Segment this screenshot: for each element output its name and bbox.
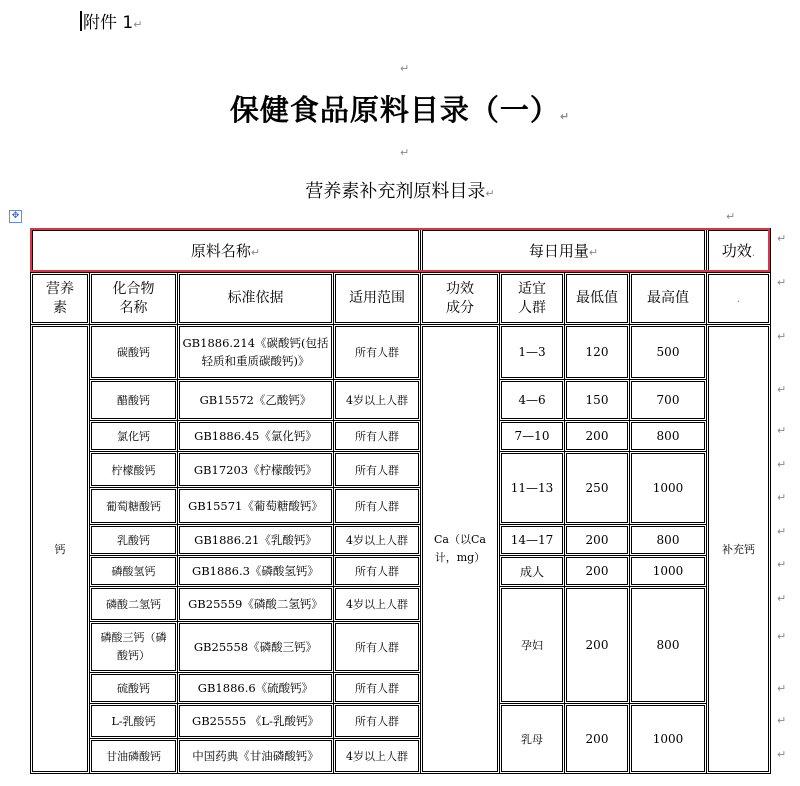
compound-cell xyxy=(90,587,178,622)
standard-text: GB25555 《L-乳酸钙》 xyxy=(192,714,319,728)
functional-component-text: Ca（以Ca计，mg） xyxy=(434,533,486,564)
row-end-mark: ↵ xyxy=(777,383,787,396)
population-cell xyxy=(500,380,565,421)
min-text: 200 xyxy=(585,638,609,652)
raw-material-table xyxy=(30,228,771,774)
population-cell xyxy=(500,587,565,704)
scope-text: 4岁以上人群 xyxy=(346,598,408,611)
standard-cell xyxy=(178,380,334,421)
row-end-mark: ↵ xyxy=(777,491,787,504)
standard-cell xyxy=(178,556,334,587)
header-daily-dose-text: 每日用量 xyxy=(528,242,589,260)
scope-cell xyxy=(334,380,421,421)
population-text: 1—3 xyxy=(518,345,546,359)
min-cell xyxy=(565,525,630,556)
header-daily-dose xyxy=(421,229,707,273)
scope-text: 所有人群 xyxy=(355,641,399,654)
scope-text: 所有人群 xyxy=(355,715,399,728)
population-cell xyxy=(500,525,565,556)
max-text: 500 xyxy=(656,345,680,359)
min-text: 200 xyxy=(585,533,609,547)
cell-mark: ↵ xyxy=(250,246,261,259)
compound-name: 葡萄糖酸钙 xyxy=(106,500,161,513)
compound-name: 柠檬酸钙 xyxy=(111,463,156,477)
standard-cell xyxy=(178,525,334,556)
col-nutrient xyxy=(31,273,90,325)
max-cell xyxy=(630,452,707,525)
population-cell xyxy=(500,704,565,774)
col-population-text: 适宜人群 xyxy=(518,280,546,316)
scope-text: 4岁以上人群 xyxy=(346,394,408,407)
population-text: 乳母 xyxy=(521,732,543,746)
standard-cell xyxy=(178,488,334,525)
standard-cell xyxy=(178,704,334,739)
compound-cell xyxy=(90,556,178,587)
col-min-text: 最低值 xyxy=(576,290,618,306)
min-cell xyxy=(565,704,630,774)
header-efficacy xyxy=(707,229,771,273)
compound-cell xyxy=(90,488,178,525)
document-title xyxy=(0,88,800,129)
scope-text: 所有人群 xyxy=(355,463,399,477)
population-cell xyxy=(500,325,565,380)
scope-text: 4岁以上人群 xyxy=(346,750,408,763)
row-end-mark: ↵ xyxy=(777,682,787,695)
compound-cell xyxy=(90,525,178,556)
efficacy-text: 补充钙 xyxy=(722,543,755,556)
standard-cell xyxy=(178,452,334,488)
standard-text: GB17203《柠檬酸钙》 xyxy=(193,462,318,477)
compound-name: 乳酸钙 xyxy=(117,534,150,547)
min-cell xyxy=(565,587,630,704)
compound-name: 碳酸钙 xyxy=(117,346,150,359)
min-cell xyxy=(565,380,630,421)
max-text: 800 xyxy=(656,638,680,652)
max-text: 800 xyxy=(656,533,680,547)
scope-cell xyxy=(334,421,421,452)
compound-cell xyxy=(90,380,178,421)
compound-name: 磷酸二氢钙 xyxy=(106,598,161,611)
scope-text: 所有人群 xyxy=(355,682,399,695)
col-max xyxy=(630,273,707,325)
compound-cell xyxy=(90,622,178,673)
population-text: 11—13 xyxy=(510,481,554,495)
population-text: 14—17 xyxy=(510,533,554,547)
compound-cell xyxy=(90,739,178,774)
row-end-mark: ↵ xyxy=(777,330,787,343)
col-population xyxy=(500,273,565,325)
population-text: 7—10 xyxy=(514,429,550,443)
standard-text: GB1886.3《磷酸氢钙》 xyxy=(192,564,319,578)
scope-text: 所有人群 xyxy=(355,430,399,443)
compound-cell xyxy=(90,704,178,739)
row-end-mark: ↵ xyxy=(777,458,787,471)
row-end-mark: ↵ xyxy=(777,276,787,289)
standard-text: GB25559《磷酸二氢钙》 xyxy=(188,597,323,611)
standard-text: GB1886.45《氯化钙》 xyxy=(194,429,317,443)
header-efficacy-text: 功效 xyxy=(721,242,752,260)
compound-name: 硫酸钙 xyxy=(117,682,150,695)
standard-cell xyxy=(178,673,334,704)
col-functional-component-text: 功效成分 xyxy=(446,280,474,316)
min-cell xyxy=(565,421,630,452)
header-raw-material-text: 原料名称 xyxy=(190,242,251,260)
col-scope-text: 适用范围 xyxy=(349,290,405,306)
attachment-label xyxy=(80,8,142,33)
functional-component-cell xyxy=(421,325,500,774)
min-text: 120 xyxy=(585,345,609,359)
row-end-mark: ↵ xyxy=(777,232,787,245)
col-min xyxy=(565,273,630,325)
col-compound xyxy=(90,273,178,325)
max-cell xyxy=(630,380,707,421)
max-cell xyxy=(630,587,707,704)
compound-name: 甘油磷酸钙 xyxy=(106,750,161,763)
min-text: 150 xyxy=(585,393,609,407)
population-text: 成人 xyxy=(519,564,544,579)
compound-cell xyxy=(90,452,178,488)
paragraph-mark: ↵ xyxy=(400,62,410,75)
document-subtitle-text: 营养素补充剂原料目录 xyxy=(305,181,486,202)
scope-text: 所有人群 xyxy=(355,565,399,578)
scope-cell xyxy=(334,587,421,622)
paragraph-mark: ↵ xyxy=(559,110,571,123)
population-cell xyxy=(500,452,565,525)
standard-text: GB1886.6《硫酸钙》 xyxy=(197,681,314,695)
col-max-text: 最高值 xyxy=(647,290,689,306)
min-text: 200 xyxy=(585,731,609,746)
scope-cell xyxy=(334,704,421,739)
max-text: 700 xyxy=(656,393,680,407)
header-raw-material xyxy=(31,229,421,273)
compound-name: 磷酸氢钙 xyxy=(111,565,156,578)
standard-cell xyxy=(178,622,334,673)
scope-cell xyxy=(334,488,421,525)
population-text: 孕妇 xyxy=(521,639,543,652)
cell-end-mark: . xyxy=(736,292,741,305)
standard-text: GB25558《磷酸三钙》 xyxy=(193,640,318,654)
scope-text: 4岁以上人群 xyxy=(346,534,408,547)
max-text: 1000 xyxy=(652,564,684,578)
min-text: 200 xyxy=(585,429,609,443)
min-cell xyxy=(565,452,630,525)
scope-cell xyxy=(334,622,421,673)
col-efficacy-empty xyxy=(707,273,771,325)
document-title-text: 保健食品原料目录（一） xyxy=(229,93,560,127)
text-cursor xyxy=(80,11,82,31)
min-text: 250 xyxy=(585,481,609,495)
max-text: 1000 xyxy=(652,731,684,746)
standard-cell xyxy=(178,587,334,622)
scope-cell xyxy=(334,673,421,704)
compound-cell xyxy=(90,421,178,452)
efficacy-cell xyxy=(707,325,771,774)
col-scope xyxy=(334,273,421,325)
max-cell xyxy=(630,556,707,587)
max-text: 800 xyxy=(656,429,680,443)
row-end-mark: ↵ xyxy=(777,630,787,643)
row-end-mark: ↵ xyxy=(777,592,787,605)
compound-name: 氯化钙 xyxy=(117,430,150,443)
max-cell xyxy=(630,704,707,774)
attachment-label-text: 附件 1 xyxy=(83,13,134,33)
max-cell xyxy=(630,325,707,380)
standard-cell xyxy=(178,739,334,774)
scope-cell xyxy=(334,739,421,774)
cell-mark: ↵ xyxy=(588,246,599,259)
row-end-mark: ↵ xyxy=(777,748,787,761)
compound-cell xyxy=(90,673,178,704)
max-cell xyxy=(630,421,707,452)
move-cross-icon[interactable]: ✥ xyxy=(9,210,22,223)
paragraph-mark: ↵ xyxy=(485,187,495,200)
row-end-mark: ↵ xyxy=(777,525,787,538)
row-end-mark: ↵ xyxy=(777,558,787,571)
standard-cell xyxy=(178,325,334,380)
population-cell xyxy=(500,421,565,452)
scope-text: 所有人群 xyxy=(355,500,399,513)
col-nutrient-text: 营养素 xyxy=(46,280,74,316)
scope-cell xyxy=(334,556,421,587)
min-cell xyxy=(565,556,630,587)
population-text: 4—6 xyxy=(518,393,546,407)
standard-text: GB1886.21《乳酸钙》 xyxy=(194,533,317,547)
col-standard-text: 标准依据 xyxy=(227,290,284,306)
scope-text: 所有人群 xyxy=(355,346,399,359)
max-text: 1000 xyxy=(652,481,684,495)
document-subtitle xyxy=(0,177,800,203)
max-cell xyxy=(630,525,707,556)
row-end-mark: ↵ xyxy=(777,714,787,727)
row-end-mark: ↵ xyxy=(777,424,787,437)
standard-text: GB1886.214《碳酸钙(包括轻质和重质碳酸钙)》 xyxy=(182,336,329,368)
compound-name: L-乳酸钙 xyxy=(111,715,156,728)
compound-name: 磷酸三钙（磷酸钙） xyxy=(100,631,167,662)
paragraph-mark: ↵ xyxy=(400,146,410,159)
min-text: 200 xyxy=(585,564,609,578)
nutrient-cell xyxy=(31,325,90,774)
col-standard xyxy=(178,273,334,325)
nutrient-text: 钙 xyxy=(54,543,66,556)
cell-end-mark: . xyxy=(751,246,756,259)
scope-cell xyxy=(334,452,421,488)
col-compound-text: 化合物名称 xyxy=(112,280,155,316)
scope-cell xyxy=(334,525,421,556)
paragraph-mark: ↵ xyxy=(726,210,736,223)
compound-name: 醋酸钙 xyxy=(117,394,150,407)
col-functional-component xyxy=(421,273,500,325)
standard-cell xyxy=(178,421,334,452)
standard-text: GB15572《乙酸钙》 xyxy=(199,393,312,407)
standard-text: 中国药典《甘油磷酸钙》 xyxy=(192,749,319,763)
scope-cell xyxy=(334,325,421,380)
paragraph-mark: ↵ xyxy=(133,18,143,31)
population-cell xyxy=(500,556,565,587)
min-cell xyxy=(565,325,630,380)
compound-cell xyxy=(90,325,178,380)
standard-text: GB15571《葡萄糖酸钙》 xyxy=(188,499,323,513)
